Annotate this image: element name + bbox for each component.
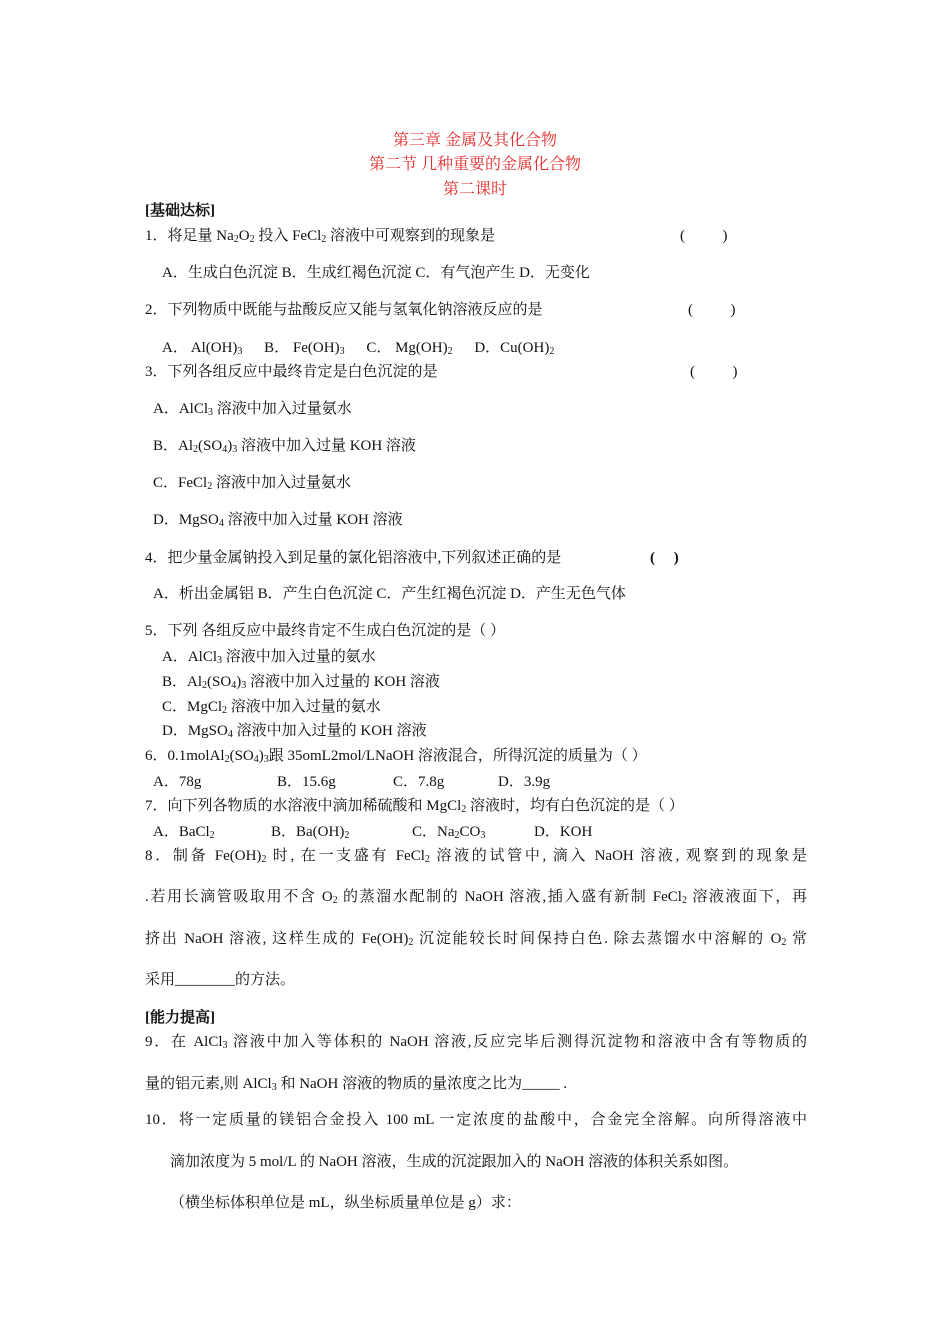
q2-option-d: D．$Cu(OH)_2$ [474, 340, 555, 357]
q5-option-b: B．$Al_2(SO_4)_3$ 溶液中加入过量的 KOH 溶液 [162, 674, 440, 691]
q4-answer-blank: ( ) [650, 550, 679, 566]
q4-stem: 4．把少量金属钠投入到足量的氯化铝溶液中,下列叙述正确的是 [145, 550, 562, 566]
q9-line-1: 9．在 AlCl$_3$ 溶液中加入等体积的 NaOH 溶液,反应完毕后测得沉淀物和溶液中含有等物质的 [145, 1034, 807, 1051]
q2-option-b: B． $Fe(OH)_3$ [264, 340, 345, 357]
q3-option-b: B．$Al_2(SO_4)_3$ 溶液中加入过量 KOH 溶液 [153, 438, 416, 455]
chapter-title: 第三章 金属及其化合物 [392, 132, 557, 149]
q3-option-c: C．FeCl$_2$ 溶液中加入过量氨水 [153, 475, 351, 492]
q5-option-c: C．MgCl$_2$ 溶液中加入过量的氨水 [162, 699, 381, 716]
q5-option-d: D．MgSO$_4$ 溶液中加入过量的 KOH 溶液 [162, 723, 427, 740]
q8-line-4: 采用________的方法。 [145, 972, 296, 988]
section-title: 第二节 几种重要的金属化合物 [368, 156, 581, 173]
q3-option-d: D．MgSO$_4$ 溶液中加入过量 KOH 溶液 [153, 512, 403, 529]
basic-section-heading: [基础达标] [145, 203, 215, 219]
q6-option-d: D．3.9g [498, 774, 551, 790]
q2-stem: 2．下列物质中既能与盐酸反应又能与氢氧化钠溶液反应的是 [145, 302, 543, 318]
q2-options [162, 338, 554, 358]
q7-option-d: D．KOH [534, 824, 593, 840]
q7-option-a: A．BaCl$_2$ [153, 824, 215, 841]
q7-option-c: C．$Na_2CO_3$ [412, 824, 486, 841]
q2-option-a: A． $Al(OH)_3$ [162, 340, 243, 357]
q1-options: A．生成白色沉淀 B．生成红褐色沉淀 C．有气泡产生 D．无变化 [162, 265, 590, 281]
q6-option-a: A．78g [153, 774, 202, 790]
q5-stem: 5．下列 各组反应中最终肯定不生成白色沉淀的是（ ） [145, 623, 506, 639]
q10-line-1: 10．将一定质量的镁铝合金投入 100 mL 一定浓度的盐酸中，合金完全溶解。向所得溶液中 [145, 1112, 807, 1128]
q1-answer-blank: ( ) [680, 228, 728, 244]
q5-option-a: A．AlCl$_3$ 溶液中加入过量的氨水 [162, 649, 376, 666]
q2-answer-blank: ( ) [688, 302, 736, 318]
q7-option-b: B．$Ba(OH)_2$ [271, 824, 350, 841]
q4-options: A．析出金属铝 B．产生白色沉淀 C．产生红褐色沉淀 D．产生无色气体 [153, 586, 626, 602]
advanced-section-heading: [能力提高] [145, 1010, 215, 1026]
q2-option-c: C． $Mg(OH)_2$ [366, 340, 453, 357]
lesson-title: 第二课时 [442, 181, 507, 198]
q6-option-c: C．7.8g [393, 774, 445, 790]
q3-stem: 3．下列各组反应中最终肯定是白色沉淀的是 [145, 364, 438, 380]
q8-line-3: 挤出 NaOH 溶液, 这样生成的 $Fe(OH)_2$ 沉淀能较长时间保持白色. 除去蒸馏水中溶解的 $O_2$ 常 [145, 931, 807, 948]
q3-answer-blank: ( ) [690, 364, 738, 380]
q8-line-1: 8．制备 $Fe(OH)_2$ 时, 在一支盛有 FeCl$_2$ 溶液的试管中, 滴入 NaOH 溶液, 观察到的现象是 [145, 848, 807, 865]
q6-option-b: B．15.6g [277, 774, 336, 790]
q3-option-a: A．AlCl$_3$ 溶液中加入过量氨水 [153, 401, 352, 418]
q6-stem: 6．$0.1molAl_2(SO_4)_3$跟 35omL2mol/LNaOH 溶液混合，所得沉淀的质量为（ ） [145, 748, 647, 765]
q10-line-3: （横坐标体积单位是 mL，纵坐标质量单位是 g）求： [170, 1195, 521, 1211]
q10-line-2: 滴加浓度为 5 mol/L 的 NaOH 溶液，生成的沉淀跟加入的 NaOH 溶液的体积关系如图。 [170, 1154, 739, 1170]
q9-line-2: 量的铝元素,则 AlCl$_3$ 和 NaOH 溶液的物质的量浓度之比为_____ . [145, 1076, 568, 1093]
q8-line-2: .若用长滴管吸取用不含 $O_2$ 的蒸溜水配制的 NaOH 溶液,插入盛有新制 FeCl$_2$ 溶液液面下，再 [145, 889, 807, 906]
q1-stem: 1．将足量 $Na_2O_2$ 投入 FeCl$_2$ 溶液中可观察到的现象是 [145, 228, 496, 245]
q7-stem: 7．向下列各物质的水溶液中滴加稀硫酸和 MgCl$_2$ 溶液时，均有白色沉淀的是（ ） [145, 798, 684, 815]
